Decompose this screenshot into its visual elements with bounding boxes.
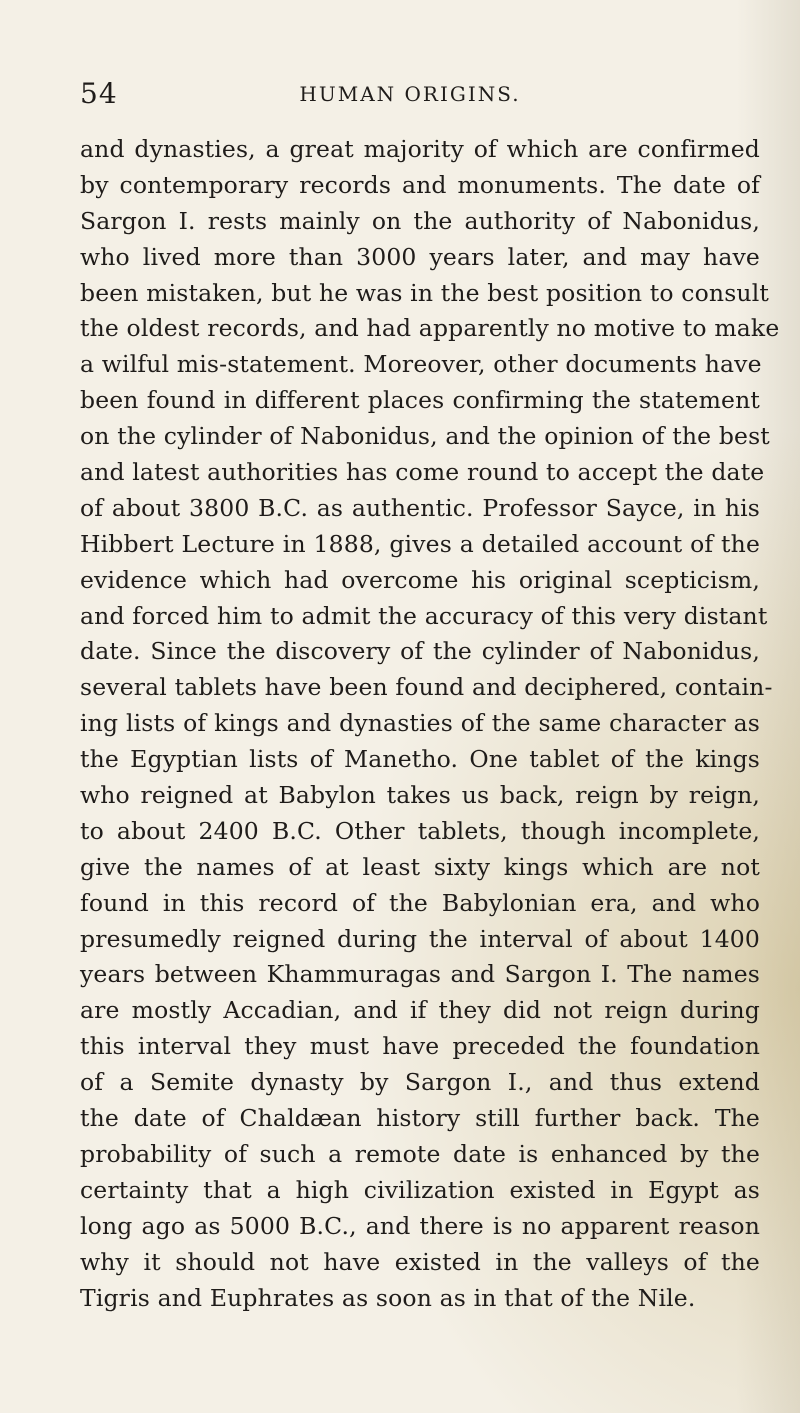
running-title: HUMAN ORIGINS. xyxy=(299,82,521,106)
text-line: and latest authorities has come round to accept the date xyxy=(80,458,765,487)
text-line: the oldest records, and had apparently no motive to make xyxy=(80,314,780,343)
text-line: ing lists of kings and dynasties of the same character as xyxy=(80,709,760,738)
text-line: been mistaken, but he was in the best position to consult xyxy=(80,278,769,307)
text-line: several tablets have been found and deciphered, contain- xyxy=(80,673,773,702)
text-line: evidence which had overcome his original scepticism, xyxy=(80,565,760,594)
text-line: on the cylinder of Nabonidus, and the opinion of the best xyxy=(80,422,770,451)
text-line: found in this record of the Babylonian era, and who xyxy=(80,888,760,917)
text-line: are mostly Accadian, and if they did not reign during xyxy=(80,996,760,1025)
text-line: the date of Chaldæan history still further back. The xyxy=(80,1104,760,1133)
page-header xyxy=(80,76,740,112)
text-line: why it should not have existed in the valleys of the xyxy=(80,1247,760,1276)
text-line: and forced him to admit the accuracy of this very distant xyxy=(80,601,768,630)
text-line: been found in different places confirming the statement xyxy=(80,386,760,415)
text-line: certainty that a high civilization existed in Egypt as xyxy=(80,1175,760,1204)
text-line: a wilful mis-statement. Moreover, other documents have xyxy=(80,350,762,379)
text-line: of a Semite dynasty by Sargon I., and thus extend xyxy=(80,1068,760,1097)
text-line: years between Khammuragas and Sargon I. The names xyxy=(80,960,760,989)
text-line: give the names of at least sixty kings which are not xyxy=(80,852,760,881)
text-line: long ago as 5000 B.C., and there is no apparent reason xyxy=(80,1211,760,1240)
page-number: 54 xyxy=(80,77,118,110)
text-line: who reigned at Babylon takes us back, reign by reign, xyxy=(80,781,760,810)
text-line: Hibbert Lecture in 1888, gives a detailed account of the xyxy=(80,529,760,558)
body-text xyxy=(80,132,780,1316)
text-line: Sargon I. rests mainly on the authority of Nabonidus, xyxy=(80,206,760,235)
text-line: to about 2400 B.C. Other tablets, though incomplete, xyxy=(80,816,760,845)
text-line: and dynasties, a great majority of which are confirmed xyxy=(80,135,760,163)
text-line: the Egyptian lists of Manetho. One tablet of the kings xyxy=(80,745,760,774)
text-line: by contemporary records and monuments. The date of xyxy=(80,170,760,199)
text-line: Tigris and Euphrates as soon as in that of the Nile. xyxy=(80,1283,696,1312)
text-line: who lived more than 3000 years later, and may have xyxy=(80,242,760,271)
text-line: this interval they must have preceded the foundation xyxy=(80,1032,760,1061)
text-line: presumedly reigned during the interval of about 1400 xyxy=(80,924,760,953)
text-line: probability of such a remote date is enhanced by the xyxy=(80,1139,760,1168)
text-line: date. Since the discovery of the cylinder of Nabonidus, xyxy=(80,637,760,666)
text-line: of about 3800 B.C. as authentic. Professor Sayce, in his xyxy=(80,493,760,522)
